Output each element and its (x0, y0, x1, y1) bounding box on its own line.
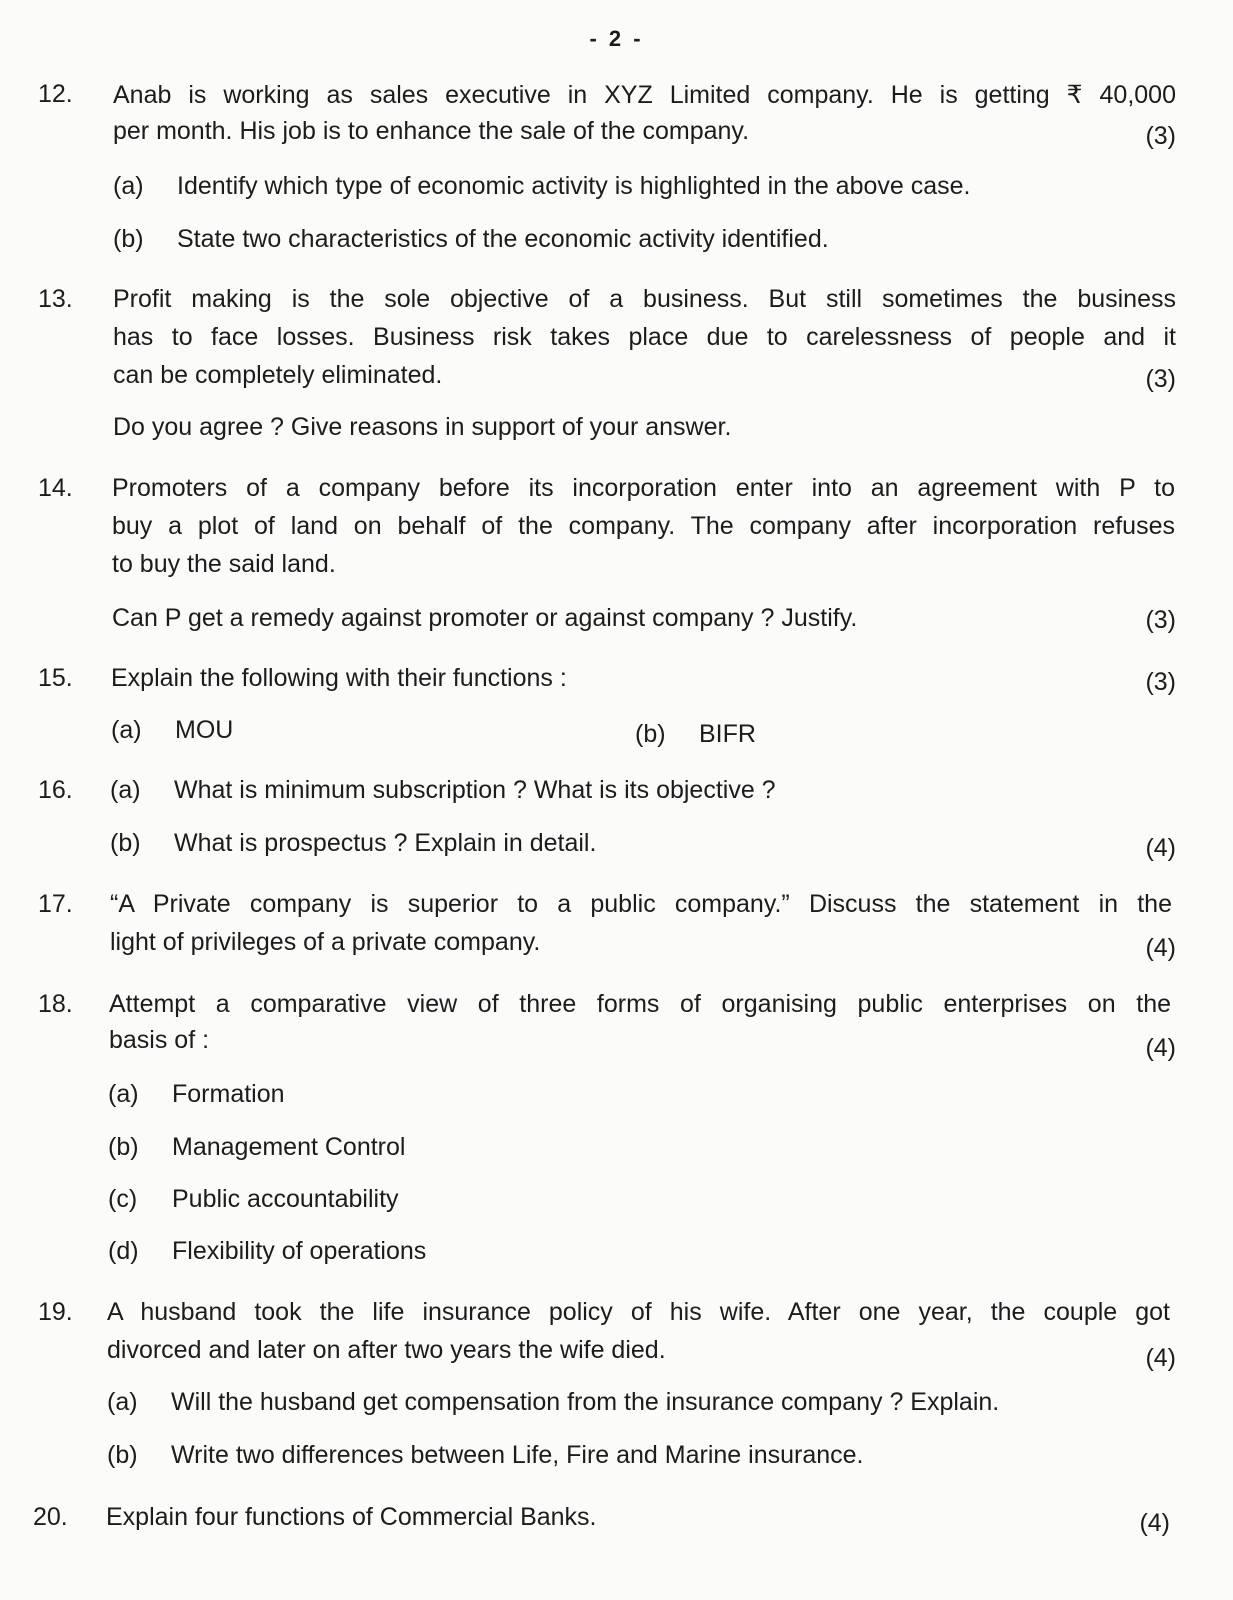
marks: (3) (1145, 606, 1176, 634)
question-text-line: per month. His job is to enhance the sale of the company. (113, 117, 750, 145)
question-number: 19. (38, 1298, 73, 1326)
marks: (3) (1145, 122, 1176, 150)
sub-question-label: (b) (107, 1441, 138, 1469)
marks: (3) (1145, 365, 1176, 393)
marks: (4) (1139, 1509, 1170, 1537)
sub-question-text: Flexibility of operations (172, 1237, 427, 1265)
sub-question-text: Public accountability (172, 1185, 399, 1213)
sub-question (107, 1388, 999, 1417)
sub-question (107, 1441, 863, 1470)
question-number: 17. (38, 890, 73, 918)
sub-question (108, 1133, 405, 1162)
question-text-line: Attempt a comparative view of three forms of organising public enterprises on the (109, 990, 1171, 1018)
question-text-line: Explain the following with their functions : (111, 664, 567, 692)
sub-question (113, 225, 829, 254)
marks: (4) (1145, 1344, 1176, 1372)
sub-question-label: (d) (108, 1237, 139, 1265)
sub-question-label: (b) (635, 720, 666, 748)
sub-question-label: (a) (113, 172, 144, 200)
question-number: 15. (38, 664, 73, 692)
sub-question-label: (a) (107, 1388, 138, 1416)
sub-question-label: (b) (113, 225, 144, 253)
marks: (3) (1145, 668, 1176, 696)
question-number: 14. (38, 474, 73, 502)
sub-question-text: State two characteristics of the economic activity identified. (177, 225, 829, 253)
question-text-line: Anab is working as sales executive in XYZ Limited company. He is getting ₹ 40,000 (113, 81, 1176, 109)
question-text-line: divorced and later on after two years the wife died. (107, 1336, 666, 1364)
question-number: 16. (38, 776, 73, 804)
sub-question-label: (b) (108, 1133, 139, 1161)
question-text-line: can be completely eliminated. (113, 361, 443, 389)
question-text-line: buy a plot of land on behalf of the company. The company after incorporation refuses (112, 512, 1175, 540)
question-number: 18. (38, 990, 73, 1018)
sub-question-label: (a) (111, 716, 142, 744)
sub-question-text: MOU (175, 716, 234, 744)
sub-question-text: BIFR (699, 720, 756, 748)
sub-question (110, 829, 596, 858)
sub-question-text: Management Control (172, 1133, 406, 1161)
question-text-line: A husband took the life insurance policy of his wife. After one year, the couple got (107, 1298, 1170, 1326)
sub-question (113, 172, 971, 201)
sub-question (108, 1185, 399, 1214)
question-text-line: Promoters of a company before its incorporation enter into an agreement with P to (112, 474, 1175, 502)
question-text-line: Explain four functions of Commercial Banks. (106, 1503, 597, 1531)
sub-question-text: What is prospectus ? Explain in detail. (174, 829, 597, 857)
sub-question-label: (a) (108, 1080, 139, 1108)
sub-question-label: (b) (110, 829, 141, 857)
question-number: 13. (38, 285, 73, 313)
question-text-line: “A Private company is superior to a public company.” Discuss the statement in the (110, 890, 1172, 918)
question-text-line: basis of : (109, 1026, 210, 1054)
sub-question-text: Will the husband get compensation from the insurance company ? Explain. (171, 1388, 1000, 1416)
question-number: 20. (33, 1503, 68, 1531)
question-text-line: light of privileges of a private company. (110, 928, 541, 956)
question-text-line: Profit making is the sole objective of a business. But still sometimes the business (113, 285, 1176, 313)
question-text-line: Can P get a remedy against promoter or against company ? Justify. (112, 604, 858, 632)
sub-question-text: What is minimum subscription ? What is its objective ? (174, 776, 776, 804)
marks: (4) (1145, 834, 1176, 862)
question-number: 12. (38, 80, 73, 108)
sub-question-text: Formation (172, 1080, 285, 1108)
sub-question (111, 716, 233, 745)
marks: (4) (1145, 934, 1176, 962)
sub-question-label: (c) (108, 1185, 138, 1213)
question-text-line: Do you agree ? Give reasons in support of your answer. (113, 413, 732, 441)
marks: (4) (1145, 1034, 1176, 1062)
sub-question (108, 1080, 285, 1109)
question-text-line: to buy the said land. (112, 550, 336, 578)
sub-question-text: Identify which type of economic activity is highlighted in the above case. (177, 172, 971, 200)
sub-question (635, 720, 756, 749)
sub-question-text: Write two differences between Life, Fire and Marine insurance. (171, 1441, 864, 1469)
sub-question-label: (a) (110, 776, 141, 804)
sub-question (108, 1237, 426, 1266)
page-number: - 2 - (589, 26, 644, 51)
question-text-line: has to face losses. Business risk takes place due to carelessness of people and it (113, 323, 1176, 351)
sub-question (110, 776, 776, 805)
